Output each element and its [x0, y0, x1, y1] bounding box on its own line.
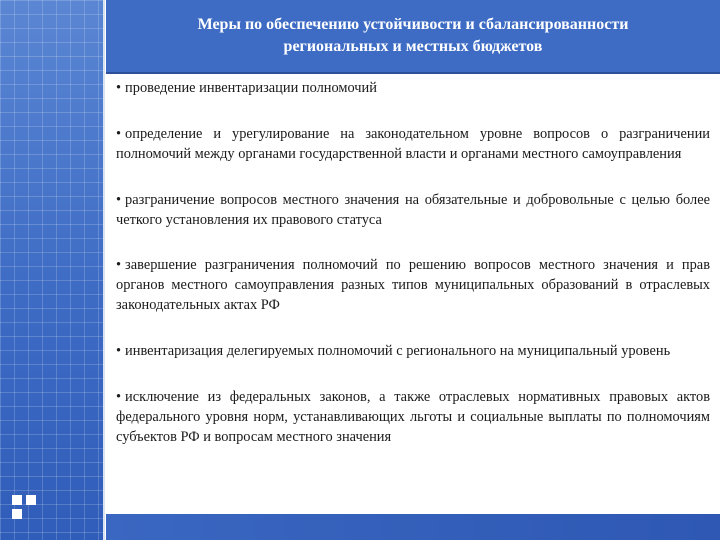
bullet-icon: •	[116, 192, 122, 208]
list-item-text: исключение из федеральных законов, а также отраслевых нормативных правовых актов федерального уровня норм, устанавливающих льготы и социальные выплаты по полномочиям субъектов РФ и вопросам местного значения	[116, 389, 710, 445]
slide-title	[178, 14, 649, 58]
list-item	[116, 190, 710, 230]
bullet-icon: •	[116, 126, 122, 142]
list-item-text: определение и урегулирование на законодательном уровне вопросов о разграничении полномочий между органами государственной власти и органами местного самоуправления	[116, 126, 710, 162]
bullet-icon: •	[116, 257, 122, 273]
bullet-icon: •	[116, 343, 122, 359]
slide-title-line2: региональных и местных бюджетов	[283, 38, 543, 55]
list-item	[116, 124, 710, 164]
list-item	[116, 341, 710, 361]
sidebar-grid-pattern	[0, 0, 104, 540]
list-item-text: разграничение вопросов местного значения на обязательные и добровольные с целью более четкого установления их правового статуса	[116, 192, 710, 228]
list-item	[116, 78, 710, 98]
footer-bar	[106, 514, 720, 540]
list-item-text: инвентаризация делегируемых полномочий с регионального на муниципальный уровень	[125, 343, 671, 359]
logo-squares-icon	[12, 495, 48, 531]
bullet-icon: •	[116, 80, 122, 96]
list-item	[116, 255, 710, 315]
bullet-icon: •	[116, 389, 122, 405]
slide-title-line1: Меры по обеспечению устойчивости и сбалансированности	[197, 16, 629, 33]
slide-header	[106, 0, 720, 74]
list-item	[116, 387, 710, 447]
list-item-text: завершение разграничения полномочий по решению вопросов местного значения и прав органов местного самоуправления разных типов муниципальных образований в отраслевых законодательных актах РФ	[116, 257, 710, 313]
list-item-text: проведение инвентаризации полномочий	[125, 80, 377, 96]
sidebar-panel	[0, 0, 104, 540]
bullet-list	[116, 78, 710, 447]
sidebar-divider	[103, 0, 105, 540]
